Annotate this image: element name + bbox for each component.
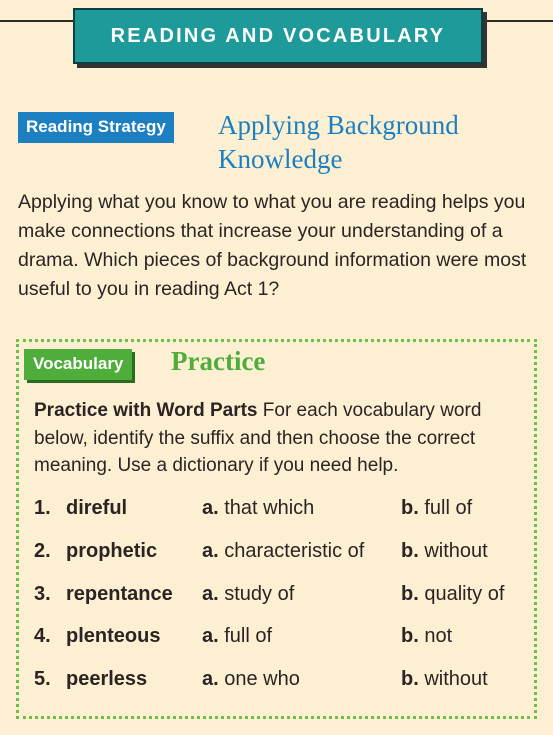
- option-a-text: one who: [224, 668, 300, 690]
- vocabulary-badge: Vocabulary: [24, 349, 132, 380]
- option-b-text: without: [424, 540, 488, 562]
- vocabulary-instructions-text: For each vocabulary word below, identify the suffix and then choose the correct meaning. Use a dictionary if you need help.: [34, 400, 482, 476]
- vocabulary-item: [34, 668, 524, 698]
- item-number: 4.: [34, 625, 51, 647]
- option-b: [401, 583, 504, 606]
- option-b-letter: b.: [401, 497, 419, 519]
- option-b: [401, 540, 488, 563]
- option-a: [202, 497, 314, 520]
- item-word: peerless: [66, 668, 148, 690]
- reading-strategy-title-line1: Applying Background: [218, 110, 459, 140]
- option-a-text: characteristic of: [224, 540, 365, 562]
- option-b-text: not: [424, 625, 453, 647]
- option-a: [202, 668, 300, 691]
- banner-title: READING AND VOCABULARY: [110, 24, 446, 47]
- option-a-letter: a.: [202, 668, 219, 690]
- option-b-letter: b.: [401, 625, 419, 647]
- option-a-letter: a.: [202, 625, 219, 647]
- option-a: [202, 625, 272, 648]
- item-word: direful: [66, 497, 128, 519]
- vocabulary-item: [34, 583, 524, 613]
- item-number: 1.: [34, 497, 51, 519]
- option-b-letter: b.: [401, 583, 419, 605]
- reading-strategy-title: [218, 108, 538, 176]
- option-b: [401, 497, 472, 520]
- option-b-letter: b.: [401, 668, 419, 690]
- option-b-text: full of: [424, 497, 473, 519]
- option-b-text: quality of: [424, 583, 505, 605]
- option-a-text: full of: [224, 625, 273, 647]
- reading-strategy-badge: Reading Strategy: [18, 112, 174, 143]
- vocabulary-item: [34, 540, 524, 570]
- vocabulary-instructions-heading: Practice with Word Parts: [34, 400, 258, 421]
- vocabulary-instructions: [34, 397, 524, 480]
- option-b-text: without: [424, 668, 488, 690]
- option-a: [202, 540, 364, 563]
- vocabulary-item: [34, 625, 524, 655]
- item-number: 3.: [34, 583, 51, 605]
- reading-strategy-body: Applying what you know to what you are reading helps you make connections that increase your understanding of a drama. Which pieces of background information were most useful to you in reading Act 1?: [18, 191, 527, 300]
- vocabulary-item: [34, 497, 524, 527]
- option-a-text: that which: [224, 497, 315, 519]
- option-a-letter: a.: [202, 497, 219, 519]
- item-word: repentance: [66, 583, 173, 605]
- vocabulary-practice-box: [16, 339, 537, 719]
- option-b: [401, 625, 452, 648]
- option-a-text: study of: [224, 583, 295, 605]
- item-number: 2.: [34, 540, 51, 562]
- item-word: prophetic: [66, 540, 158, 562]
- option-a-letter: a.: [202, 583, 219, 605]
- item-number: 5.: [34, 668, 51, 690]
- section-banner: [73, 8, 483, 64]
- reading-strategy-title-line2: Knowledge: [218, 144, 343, 174]
- option-b: [401, 668, 488, 691]
- option-a-letter: a.: [202, 540, 219, 562]
- vocabulary-title: Practice: [171, 346, 266, 376]
- item-word: plenteous: [66, 625, 161, 647]
- option-a: [202, 583, 294, 606]
- option-b-letter: b.: [401, 540, 419, 562]
